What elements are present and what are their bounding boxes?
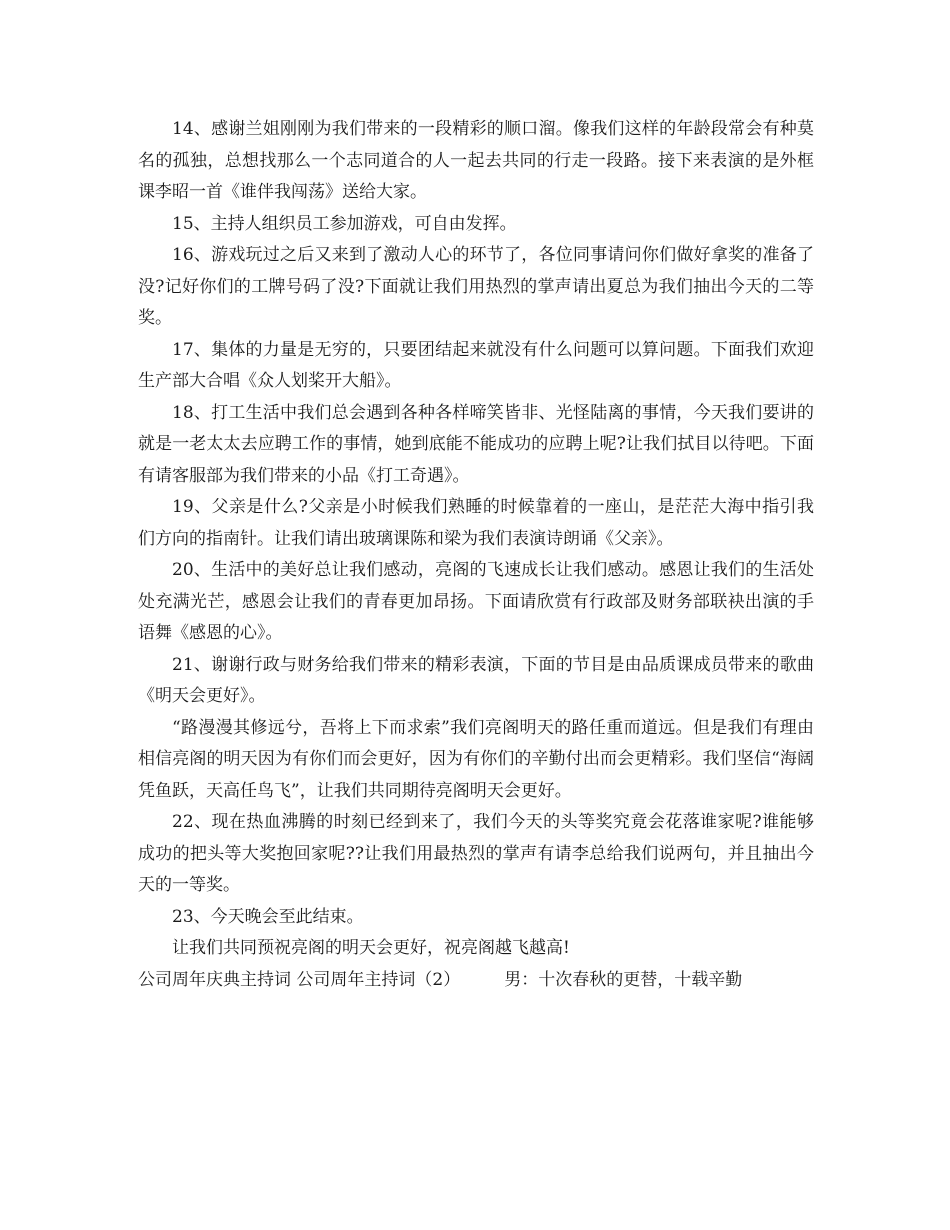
paragraph-21: 21、谢谢行政与财务给我们带来的精彩表演，下面的节目是由品质课成员带来的歌曲《明天会更好》。 — [138, 654, 814, 706]
paragraph-19: 19、父亲是什么?父亲是小时候我们熟睡的时候靠着的一座山，是茫茫大海中指引我们方向的指南针。让我们请出玻璃课陈和梁为我们表演诗朗诵《父亲》。 — [138, 497, 814, 549]
paragraph-23: 23、今天晚会至此结束。 — [172, 906, 364, 927]
paragraph-20: 20、生活中的美好总让我们感动，亮阁的飞速成长让我们感动。感恩让我们的生活处处充满光芒，感恩会让我们的青春更加昂扬。下面请欣赏有行政部及财务部联袂出演的手语舞《感恩的心》。 — [138, 560, 814, 643]
footer-title: 公司周年庆典主持词 公司周年主持词（2） — [138, 969, 461, 990]
document-body — [138, 114, 814, 996]
paragraph-16: 16、游戏玩过之后又来到了激动人心的环节了，各位同事请问你们做好拿奖的准备了没?记好你们的工牌号码了没?下面就让我们用热烈的掌声请出夏总为我们抽出今天的二等奖。 — [138, 245, 814, 328]
paragraph-14: 14、感谢兰姐刚刚为我们带来的一段精彩的顺口溜。像我们这样的年龄段常会有种莫名的孤独，总想找那么一个志同道合的人一起去共同的行走一段路。接下来表演的是外框课李昭一首《谁伴我闯荡》送给大家。 — [138, 119, 814, 202]
paragraph-closing: 让我们共同预祝亮阁的明天会更好，祝亮阁越飞越高! — [172, 938, 570, 958]
paragraph-18: 18、打工生活中我们总会遇到各种各样啼笑皆非、光怪陆离的事情，今天我们要讲的就是一老太太去应聘工作的事情，她到底能不能成功的应聘上呢?让我们拭目以待吧。下面有请客服部为我们带来的小品《打工奇遇》。 — [138, 402, 814, 486]
paragraph-17: 17、集体的力量是无穷的，只要团结起来就没有什么问题可以算问题。下面我们欢迎生产部大合唱《众人划桨开大船》。 — [138, 339, 814, 391]
footer-line — [138, 965, 814, 997]
paragraph-15: 15、主持人组织员工参加游戏，可自由发挥。 — [172, 213, 517, 234]
paragraph-quote: “路漫漫其修远兮，吾将上下而求索”我们亮阁明天的路任重而道远。但是我们有理由相信亮阁的明天因为有你们而会更好，因为有你们的辛勤付出而会更精彩。我们坚信“海阔凭鱼跃，天高任鸟飞”，让我们共同期待亮阁明天会更好。 — [138, 717, 814, 801]
footer-continuation: 男：十次春秋的更替，十载辛勤 — [504, 969, 743, 990]
paragraph-22: 22、现在热血沸腾的时刻已经到来了，我们今天的头等奖究竟会花落谁家呢?谁能够成功的把头等大奖抱回家呢??让我们用最热烈的掌声有请李总给我们说两句，并且抽出今天的一等奖。 — [138, 812, 814, 895]
